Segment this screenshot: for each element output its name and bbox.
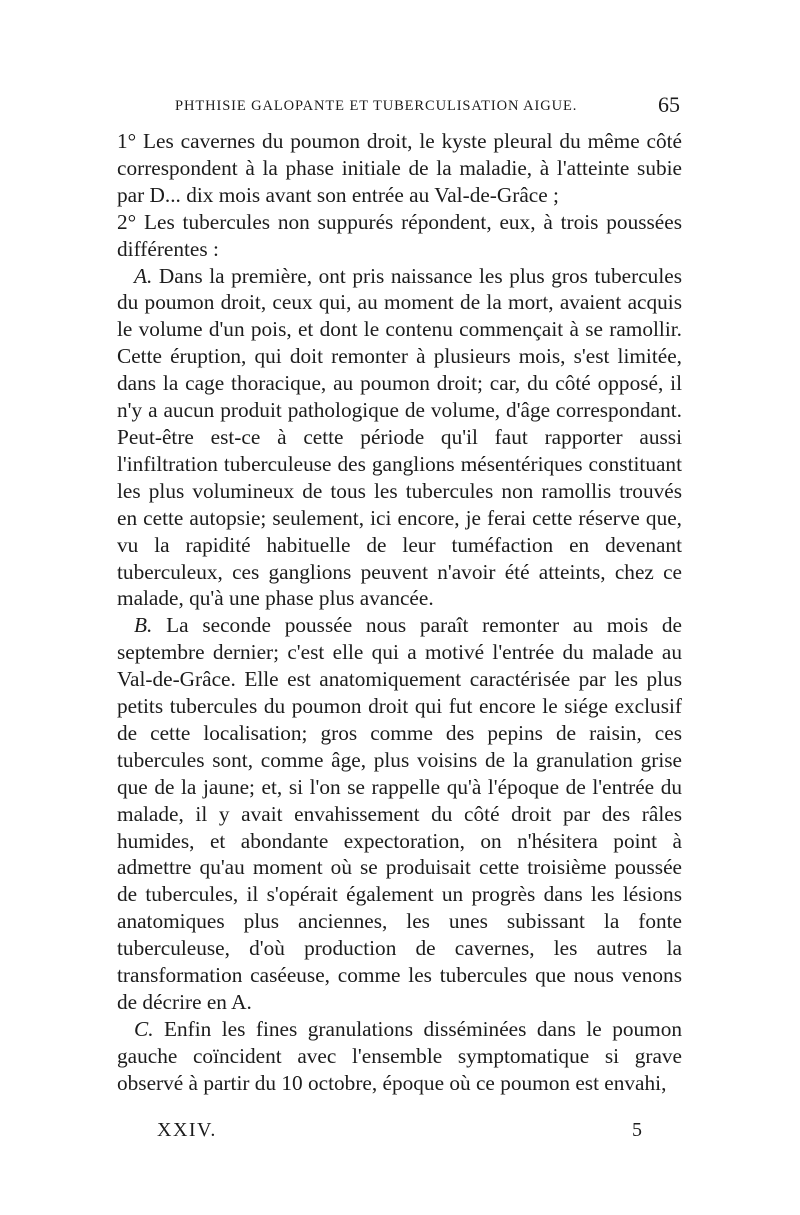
page-footer <box>117 1119 642 1149</box>
paragraph-section-b: B. La seconde poussée nous paraît remonter au mois de septembre dernier; c'est elle qui a motivé l'entrée du malade au Val-de-Grâce. Elle est anatomiquement caractérisée par les plus petits tubercules du poumon droit qui fut encore le siége exclusif de cette localisation; gros comme des pepins de raisin, ces tubercules sont, comme âge, plus voisins de la granulation grise que de la jaune; et, si l'on se rappelle qu'à l'époque de l'entrée du malade, il y avait envahissement du côté droit par des râles humides, et abondante expectoration, on n'hésitera point à admettre qu'au moment où se produisait cette troisième poussée de tubercules, il s'opérait également un progrès dans les lésions anatomiques plus anciennes, les unes subissant la fonte tuberculeuse, d'où production de cavernes, les autres la transformation caséeuse, comme les tubercules que nous venons de décrire en A. <box>117 613 682 1014</box>
section-label-a: A. <box>134 263 153 288</box>
page-number: 65 <box>658 92 680 117</box>
section-label-c: C. <box>134 1016 154 1041</box>
section-label-b: B. <box>134 613 153 638</box>
paragraph-2: 2° Les tubercules non suppurés répondent, eux, à trois poussées différentes : <box>117 209 682 261</box>
sheet-number: 5 <box>632 1119 642 1141</box>
signature-mark: XXIV. <box>157 1119 217 1141</box>
body-text <box>117 128 682 1097</box>
paragraph-1: 1° Les cavernes du poumon droit, le kyste pleural du même côté correspondent à la phase initiale de la maladie, à l'atteinte subie par D... dix mois avant son entrée au Val-de-Grâce ; <box>117 129 682 207</box>
page-header <box>175 92 680 120</box>
paragraph-section-c: C. Enfin les fines granulations disséminées dans le poumon gauche coïncident avec l'ensemble symptomatique si grave observé à partir du 10 octobre, époque où ce poumon est envahi, <box>117 1016 682 1095</box>
running-title: PHTHISIE GALOPANTE ET TUBERCULISATION AIGUE. <box>175 98 578 114</box>
paragraph-section-a: A. Dans la première, ont pris naissance les plus gros tubercules du poumon droit, ceux qui, au moment de la mort, avaient acquis le volume d'un pois, et dont le contenu commençait à se ramollir. Cette éruption, qui doit remonter à plusieurs mois, s'est limitée, dans la cage thoracique, au poumon droit; car, du côté opposé, il n'y a aucun produit pathologique de volume, d'âge correspondant. Peut-être est-ce à cette période qu'il faut rapporter aussi l'infiltration tuberculeuse des ganglions mésentériques constituant les plus volumineux de tous les tubercules non ramollis trouvés en cette autopsie; seulement, ici encore, je ferai cette réserve que, vu la rapidité habituelle de leur tuméfaction en devenant tuberculeux, ces ganglions peuvent n'avoir été atteints, chez ce malade, qu'à une phase plus avancée. <box>117 263 682 611</box>
